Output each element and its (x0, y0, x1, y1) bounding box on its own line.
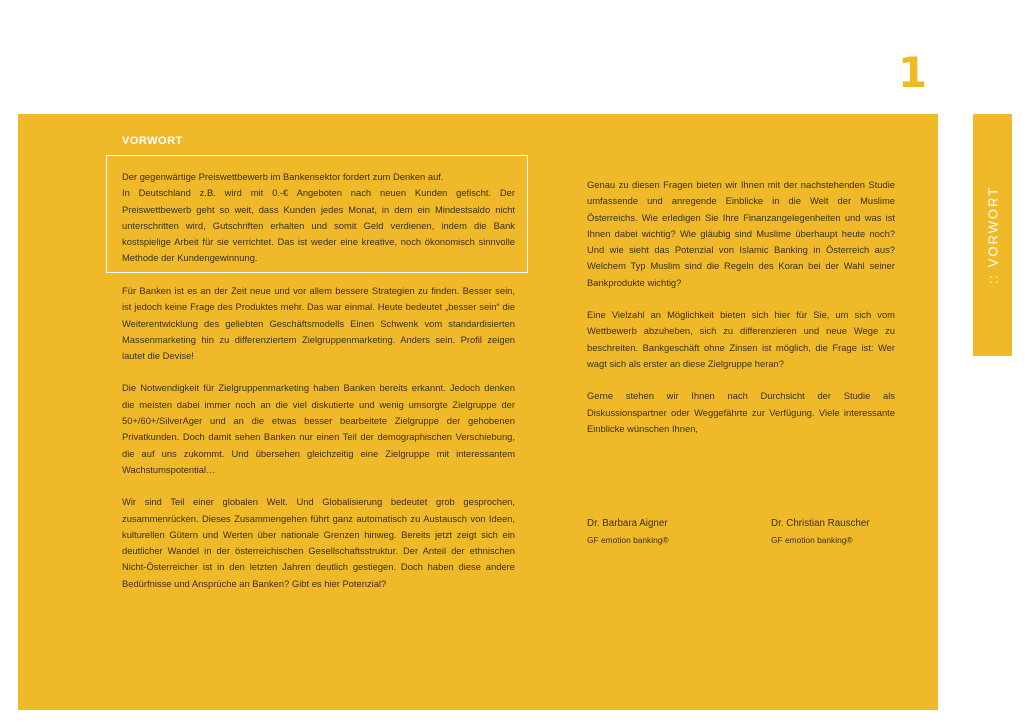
signature-block (587, 518, 669, 545)
signature-block (771, 518, 870, 545)
intro-text (122, 169, 515, 267)
right-column (587, 177, 895, 437)
left-paragraph: Die Notwendigkeit für Zielgruppenmarketing haben Banken bereits erkannt. Jedoch denken die meisten dabei immer noch an die viel diskutierte und wenig umsorgte Zielgruppe der 50+/60+/SilverAger und an die etwas besser bearbeitete Zielgruppe der gehobenen Privatkunden. Doch damit sehen Banken nur einen Teil der demographischen Verschiebung, die auf uns zukommt. Und übersehen gleichzeitig eine Zielgruppe mit interessantem Wachstumspotential… (122, 382, 515, 475)
left-paragraph: Wir sind Teil einer globalen Welt. Und Globalisierung bedeutet grob gesprochen, zusammenrücken. Dieses Zusammengehen führt ganz automatisch zu Austausch von Ideen, kulturellen Gütern und Werten über nationale Grenzen hinweg. Bereits jetzt zeigt sich ein deutlicher Wandel in der österreichischen Gesellschaftsstruktur. Der Anteil der ethnischen Nicht-Österreicher ist in den letzten Jahren deutlich gestiegen. Doch haben diese andere Bedürfnisse und Ansprüche an Banken? Gibt es hier Potenzial? (122, 496, 515, 589)
right-paragraph: Genau zu diesen Fragen bieten wir Ihnen mit der nachstehenden Studie umfassende und anregende Einblicke in die Welt der Muslime Österreichs. Wie erledigen Sie Ihre Finanzangelegenheiten und was ist Ihnen dabei wichtig? Wie gläubig sind Muslime überhaupt heute noch? Und wie sieht das Potenzial von Islamic Banking in Österreich aus? Welchem Typ Muslim sind die Regeln des Koran bei der Wahl seiner Bankprodukte wichtig? (587, 179, 895, 288)
section-heading: VORWORT (122, 135, 183, 147)
right-paragraph: Eine Vielzahl an Möglichkeit bieten sich hier für Sie, um sich vom Wettbewerb abzuheben, sich zu differenzieren und neue Wege zu beschreiten. Bankgeschäft ohne Zinsen ist möglich, die Frage ist: Wer wagt sich als erster an diese Zielgruppe heran? (587, 309, 895, 369)
left-column (122, 283, 515, 592)
page-number: 1 (898, 48, 928, 97)
signer-name: Dr. Christian Rauscher (771, 518, 870, 529)
section-side-tab (973, 114, 1012, 356)
signer-role: GF emotion banking® (587, 535, 669, 545)
signer-name: Dr. Barbara Aigner (587, 518, 668, 529)
intro-paragraph: In Deutschland z.B. wird mit 0.-€ Angeboten nach neuen Kunden gefischt. Der Preiswettbewerb geht so weit, dass Kunden jedes Monat, in dem ein Mindestsaldo nicht unterschritten wird, Gutschriften erhalten und somit Geld verdienen, indem die Bank kostspielige Arbeit für sie verrichtet. Das ist weder eine kreative, noch ökonomisch sinnvolle Methode der Kundengewinnung. (122, 187, 515, 264)
intro-first-line: Der gegenwärtige Preiswettbewerb im Bankensektor fordert zum Denken auf. (122, 171, 444, 182)
side-tab-label: :: VORWORT (985, 185, 1000, 285)
left-paragraph: Für Banken ist es an der Zeit neue und vor allem bessere Strategien zu finden. Besser sein, ist jedoch keine Frage des Produktes mehr. Das war einmal. Heute bedeutet „besser sein“ die Weiterentwicklung des geliebten Geschäftsmodells Einen Schwenk vom standardisierten Massenmarketing hin zu differenziertem Zielgruppenmarketing. Anders sein. Profil zeigen lautet die Devise! (122, 285, 515, 362)
signer-role: GF emotion banking® (771, 535, 853, 545)
right-paragraph: Gerne stehen wir Ihnen nach Durchsicht der Studie als Diskussionspartner oder Weggefährte zur Verfügung. Viele interessante Einblicke wünschen Ihnen, (587, 390, 895, 434)
